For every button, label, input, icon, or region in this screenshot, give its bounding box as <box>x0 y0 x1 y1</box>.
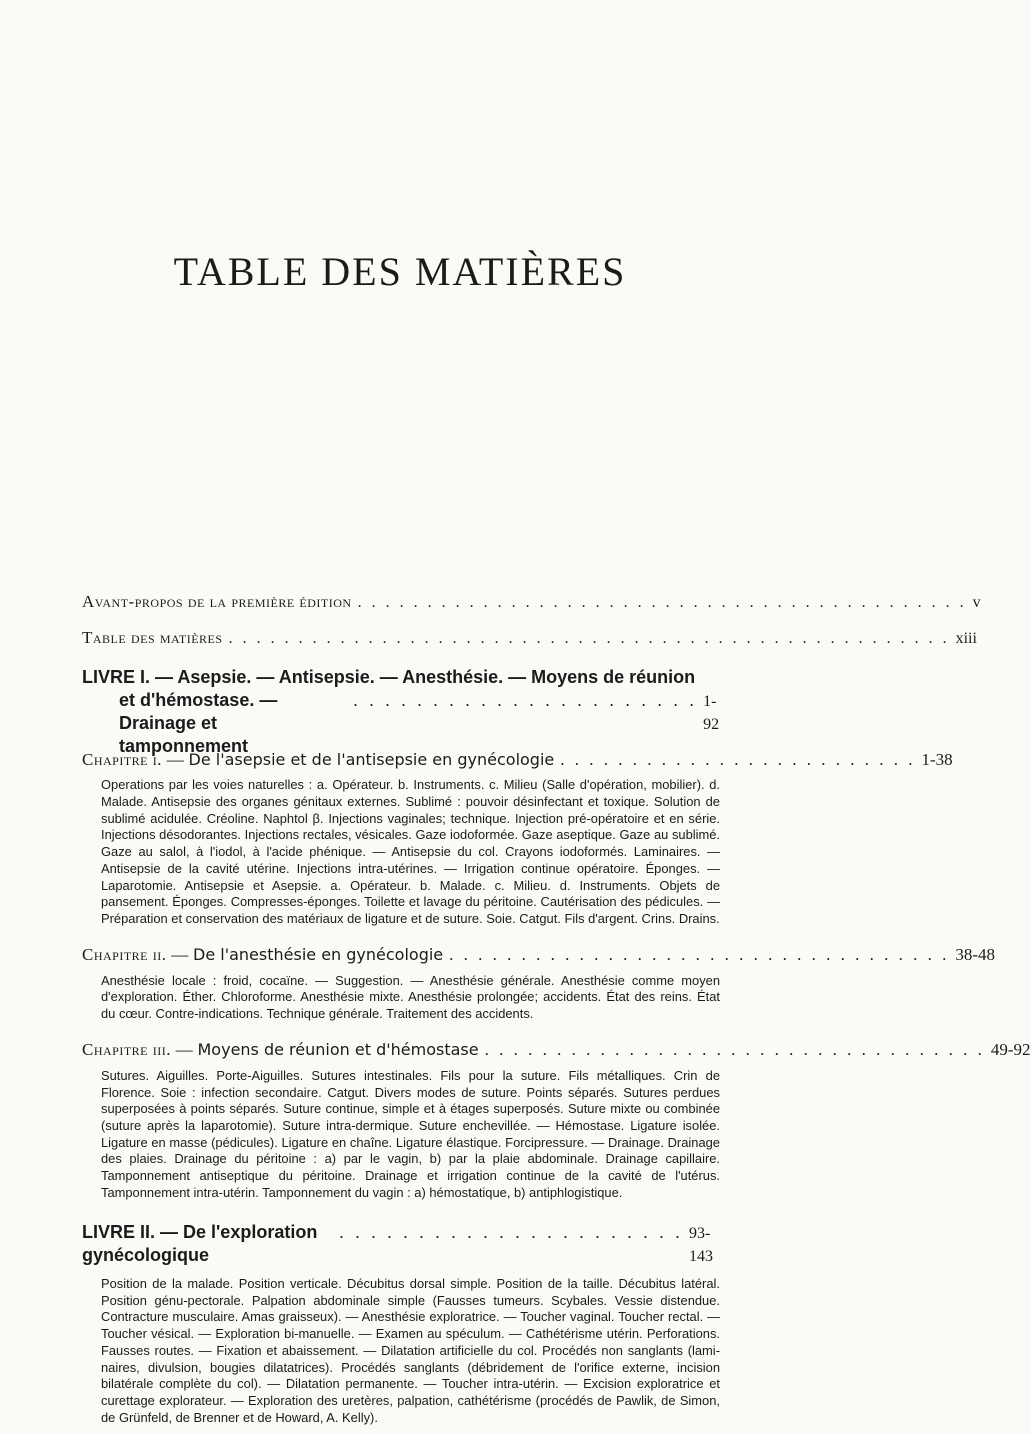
dot-leader: . . . . . . . . . . . . . . . . . . . . . . <box>353 690 698 710</box>
dot-leader: . . . . . . . . . . . . . . . . . . . . . . . . . . . . . . . . . . . <box>484 1040 985 1060</box>
chapitre-label: Chapitre i. — <box>82 749 185 769</box>
livre-title-line2: et d'hémostase. — Drainage et tamponnement <box>119 690 278 756</box>
toc-entry-avant-propos[interactable] <box>82 592 981 612</box>
chapitre-pages: 1-38 <box>921 749 953 769</box>
toc-entry-page: v <box>972 594 981 611</box>
livre-title-line1: LIVRE II. — De l'exploration gynécologique <box>82 1222 318 1266</box>
livre-pages: 93-143 <box>689 1225 714 1266</box>
livre-description: Position de la malade. Position verticale. Décubitus dorsal simple. Position de la taille. Décubitus latéral. Position génu-pectorale. Palpation abdominale simple (Fausses tumeurs. Scybales. Vessie distendue. Contracture musculaire. Amas graisseux). — Anesthésie exploratrice. — Toucher vaginal. Toucher rectal. — Toucher vésical. — Exploration bi-manuelle. — Examen au spéculum. — Cathétérisme utérin. Perforations. Fausses routes. — Fixation et abaissement. — Dilatation artificielle du col. Procédés non sanglants (laminaires, divulsion, bougies dilatatrices). Procédés sanglants (débridement de l'orifice externe, incision bilatérale complète du col). — Dilatation permanente. — Toucher intra-utérin. — Excision exploratrice et curettage explorateur. — Exploration des uretères, palpation, cathétérisme (procédés de Pawlik, de Simon, de Grünfeld, de Brenner et de Howard, A. Kelly). <box>101 1276 720 1425</box>
dot-leader: . . . . . . . . . . . . . . . . . . . . . . . . . . . . . . . . . . . . . . . . . . . . <box>357 594 967 611</box>
chapitre-description: Sutures. Aiguilles. Porte-Aiguilles. Sutures intestinales. Fils pour la suture. Fils métalliques. Crin de Florence. Soie : infection secondaire. Catgut. Divers modes de suture. Points séparés. Sutures perdues superposées à points séparés. Suture continue, simple et à étages superposés. Suture mixte ou combinée (suture après la laparotomie). Suture intra-dermique. Suture enchevillée. — Hémostase. Ligature isolée. Ligature en masse (pédicules). Ligature en chaîne. Ligature élastique. Forcipressure. — Drainage. Drainage des plaies. Drainage du péritoine : a) par le vagin, b) par la plaie abdominale. Drainage capillaire. Tamponnement antiseptique du péritoine. Drainage et irrigation continue de la cavité de l'utérus. Tamponnement intra-utérin. Tamponnement du vagin : a) hémostatique, b) antiphlogistique. <box>101 1067 720 1200</box>
chapitre-pages: 38-48 <box>955 944 996 964</box>
dot-leader: . . . . . . . . . . . . . . . . . . . . . . . . . <box>560 749 916 769</box>
chapitre-label: Chapitre iii. — <box>82 1040 194 1060</box>
toc-chapitre-3[interactable] <box>82 1040 1031 1060</box>
livre-pages: 1-92 <box>703 693 720 733</box>
toc-livre-1[interactable] <box>82 666 720 758</box>
chapitre-description: Operations par les voies naturelles : a. Opérateur. b. Instruments. c. Milieu (Salle d'opération, mobilier). d. Malade. Antisepsie des organes génitaux externes. Sublimé : pouvoir désinfectant et toxique. Solution de sublimé acidulée. Créoline. Naphtol β. Injections vaginales; technique. Injection pré-opératoire et en série. Injections désodorantes. Injections rectales, vésicales. Gaze iodoformée. Gaze aseptique. Gaze au sublimé. Gaze au salol, à l'iodol, à l'acide phénique. — Antisepsie du col. Crayons iodoformés. Laminaires. — Antisepsie de la cavité utérine. Injections intra-utérines. — Irrigation continue opératoire. Éponges. — Laparotomie. Antisepsie et Asepsie. a. Opérateur. b. Malade. c. Milieu. d. Instruments. Objets de pansement. Éponges. Compresses-éponges. Toilette et lavage du péritoine. Cautérisation des pédicules. — Préparation et conservation des matériaux de ligature et de suture. Soie. Catgut. Fils d'argent. Crins. Drains. <box>101 777 720 926</box>
toc-chapitre-2[interactable] <box>82 944 996 965</box>
page-title: TABLE DES MATIÈRES <box>173 249 627 294</box>
dot-leader: . . . . . . . . . . . . . . . . . . . . . . . . . . . . . . . . . . . <box>449 944 950 964</box>
dot-leader: . . . . . . . . . . . . . . . . . . . . . . . . . . . . . . . . . . . . . . . . . . . . . . . . . . . . <box>228 630 950 647</box>
toc-livre-2[interactable] <box>82 1221 720 1268</box>
dot-leader: . . . . . . . . . . . . . . . . . . . . . . <box>338 1222 684 1243</box>
toc-entry-label: Table des matières <box>82 628 223 647</box>
chapitre-description: Anesthésie locale : froid, cocaïne. — Suggestion. — Anesthésie générale. Anesthésie comme moyen d'exploration. Éther. Chloroforme. Anesthésie mixte. Anesthésie prolongée; accidents. État des reins. État du cœur. Contre-indications. Technique générale. Traitement des accidents. <box>101 972 720 1022</box>
chapitre-title: Moyens de réunion et d'hémostase <box>197 1040 479 1060</box>
chapitre-title: De l'anesthésie en gynécologie <box>193 944 444 964</box>
livre-title-line1: LIVRE I. — Asepsie. — Antisepsie. — Anesthésie. — Moyens de réunion <box>82 667 696 687</box>
toc-entry-table[interactable] <box>82 628 977 648</box>
toc-entry-page: xiii <box>955 630 977 647</box>
chapitre-title: De l'asepsie et de l'antisepsie en gynécologie <box>188 749 555 769</box>
toc-chapitre-1[interactable] <box>82 749 953 770</box>
chapitre-label: Chapitre ii. — <box>82 944 189 964</box>
chapitre-pages: 49-92 <box>990 1040 1031 1060</box>
toc-entry-label: Avant-propos de la première édition <box>82 592 352 611</box>
